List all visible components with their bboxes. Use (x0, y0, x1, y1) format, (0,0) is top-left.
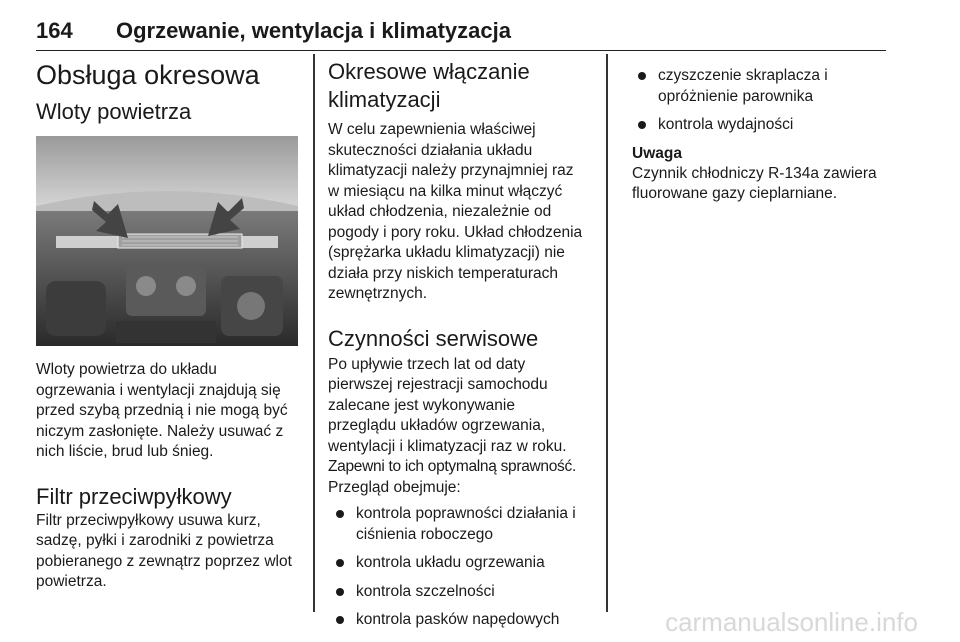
column-3 (630, 66, 892, 205)
bullet-icon (638, 121, 646, 129)
service-text: Po upływie trzech lat od daty pierwszej rejestracji samochodu zalecane jest wykonywanie przeglądu układów ogrzewania, wentylacji i klimatyzacji raz w roku. Zapewni to ich optymalną sprawność. Przegląd obejmuje: (328, 355, 576, 496)
bullet-icon (336, 510, 344, 518)
bullet-icon (336, 559, 344, 567)
column-divider-1 (313, 54, 315, 612)
bullet-icon (336, 616, 344, 624)
column-2 (328, 58, 596, 639)
chapter-title: Ogrzewanie, wentylacja i klimatyzacja (116, 18, 511, 43)
note-box (630, 144, 892, 205)
pollen-filter-text: Filtr przeciwpyłkowy usuwa kurz, sadzę, pyłki i zarodniki z powietrza pobieranego z zewnątrz poprzez wlot powietrza. (36, 511, 292, 590)
air-inlets-caption: Wloty powietrza do układu ogrzewania i wentylacji znajdują się przed szybą przednią i nie mogą być niczym zasłonięte. Należy usuwać z nich liście, brud lub śnieg. (36, 361, 288, 460)
bullet-icon (336, 588, 344, 596)
subsection-heading-pollen-filter: Filtr przeciwpyłkowy (36, 483, 232, 509)
bullet-icon (638, 72, 646, 80)
service-checklist-continued (630, 66, 892, 136)
list-item: kontrola szczelności (328, 582, 596, 603)
list-item: kontrola wydajności (630, 115, 892, 136)
list-item: kontrola poprawności działania i ciśnienia roboczego (328, 504, 596, 545)
note-text: Czynnik chłodniczy R-134a zawiera fluorowane gazy cieplarniane. (632, 164, 877, 202)
engine-bay-photo (36, 136, 298, 346)
subsection-heading-ac-periodic: Okresowe włączanie klimatyzacji (328, 59, 530, 112)
list-item: kontrola układu ogrzewania (328, 553, 596, 574)
list-item: kontrola pasków napędowych (328, 610, 596, 631)
page-number: 164 (36, 18, 73, 43)
note-label: Uwaga (632, 144, 682, 162)
list-item: czyszczenie skraplacza i opróżnienie parownika (630, 66, 892, 107)
service-checklist (328, 504, 596, 631)
watermark: carmanualsonline.info (665, 607, 918, 637)
section-heading: Obsługa okresowa (36, 60, 260, 90)
page-header (36, 10, 886, 51)
ac-periodic-text: W celu zapewnienia właściwej skuteczności działania układu klimatyzacji należy przynajmniej raz w miesiącu na kilka minut włączyć układ chłodzenia, niezależnie od pogody i pory roku. Układ chłodzenia (sprężarka układu klimatyzacji) nie działa przy niskich temperaturach zewnętrznych. (328, 121, 583, 302)
subsection-heading-air-inlets: Wloty powietrza (36, 99, 192, 124)
column-1 (36, 58, 304, 593)
column-divider-2 (606, 54, 608, 612)
subsection-heading-service: Czynności serwisowe (328, 325, 539, 351)
